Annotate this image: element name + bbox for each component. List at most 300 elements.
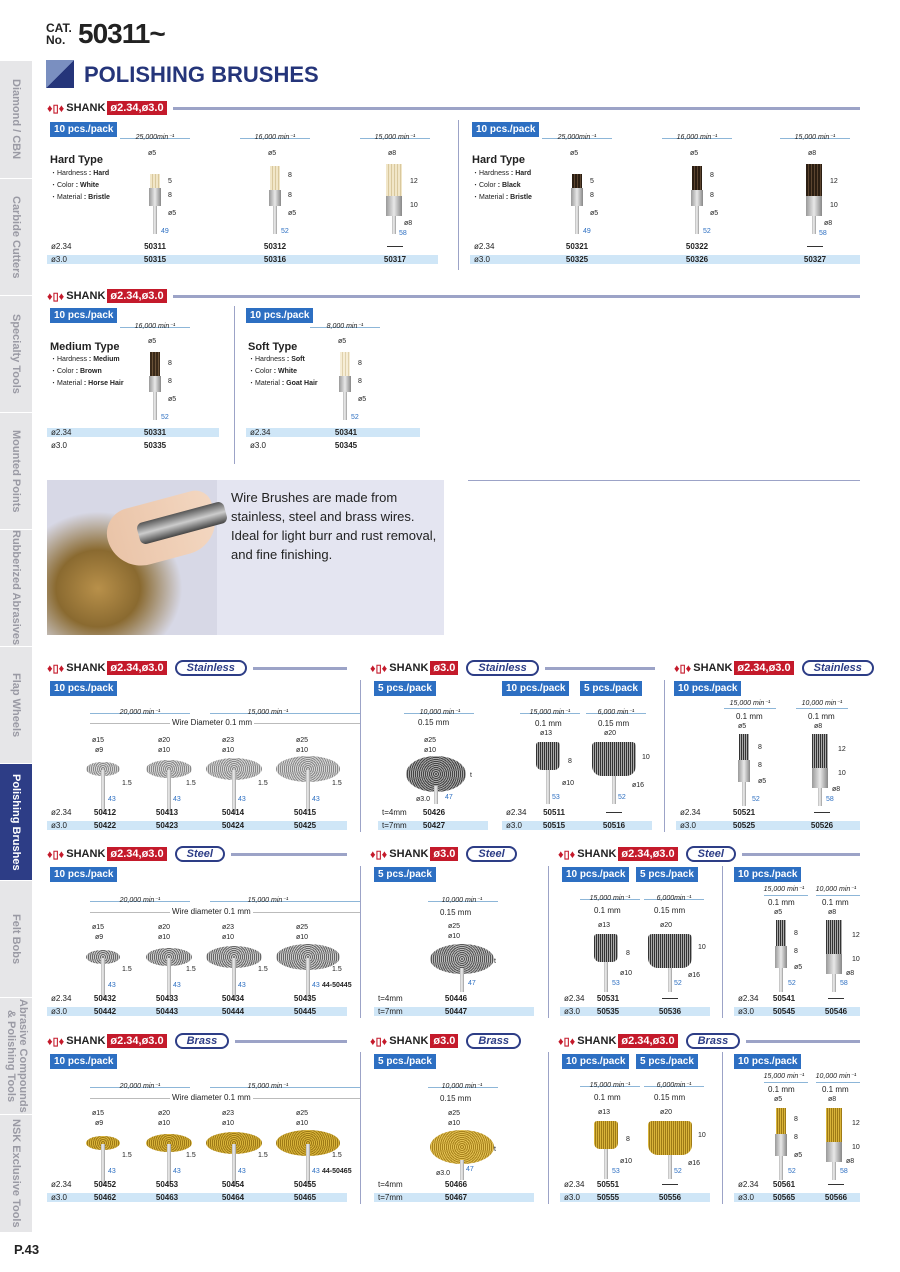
pack-badge: 5 pcs./pack [374,867,436,882]
len-label: 43 [108,1168,116,1175]
rpm-label: 8,000 min⁻¹ [326,323,364,330]
dim-label: ø20 [660,1109,673,1116]
dim-label: 12 [852,932,860,939]
table-row: t=4mm 50466 [378,1180,468,1189]
len-label: 43 [238,982,246,989]
len-label: 52 [161,414,169,421]
wire-diameter-label: 0.15 mm [654,906,686,915]
pack-badge: 10 pcs./pack [50,1054,117,1069]
dim-label: ø5 [774,909,783,916]
table-row: t=7mm 50427 [378,821,488,830]
dim-label: ø5 [168,210,177,217]
table-row: ø3.0 50462 50463 50464 50465 [47,1193,347,1202]
page-title: POLISHING BRUSHES [84,62,319,87]
dim-label: ø20 [158,924,171,931]
len-label: 52 [618,794,626,801]
dim-label: 5 [590,178,594,185]
pack-badge: 5 pcs./pack [374,1054,436,1069]
dim-label: 8 [168,192,172,199]
dim-label: t [494,958,496,965]
rpm-label: 15,000 min⁻¹ [589,1082,631,1089]
table-row: t=4mm 50446 [378,994,468,1003]
cat-no: 50311~ [78,18,165,49]
dim-label: ø5 [148,338,157,345]
dim-label: ø23 [222,737,235,744]
dim-label: 10 [698,944,706,951]
rpm-label: 10,000 min⁻¹ [815,1073,857,1080]
material-badge: Stainless [802,660,874,676]
table-row: ø2.34 50561 [734,1180,860,1189]
dim-label: ø15 [92,1110,105,1117]
table-row: t=7mm 50447 [374,1007,534,1016]
spec-block: ・Hardness : Medium ・Color : Brown ・Material : Horse Hair [50,356,124,387]
section-header-stainless-end: ♦▯♦ SHANK ø2.34,ø3.0 Stainless [674,660,860,676]
pack-badge: 10 pcs./pack [562,1054,629,1069]
pack-badge: 10 pcs./pack [562,867,629,882]
rpm-label: 10,000 min⁻¹ [815,886,857,893]
len-label: 43 [238,1168,246,1175]
dim-label: ø10 [562,780,575,787]
dim-label: 1.5 [258,780,268,787]
dim-label: 12 [830,178,838,185]
dim-label: ø25 [424,737,437,744]
pack-badge: 10 pcs./pack [50,867,117,882]
pack-badge: 10 pcs./pack [50,681,117,696]
len-label: 52 [788,1168,796,1175]
len-label: 44-50465 [322,1168,352,1175]
rpm-label: 15,000 min⁻¹ [794,134,836,141]
rpm-label: 15,000 min⁻¹ [247,1083,289,1090]
wire-diameter-label: 0.1 mm [808,712,835,721]
dim-label: ø10 [222,934,235,941]
cup-brush [592,742,636,776]
wire-diameter-label: 0.15 mm [654,1093,686,1102]
product-photo [47,480,217,635]
dim-label: ø10 [158,1120,171,1127]
table-row: ø2.34 50321 50322 [470,242,860,251]
dim-label: 8 [288,192,292,199]
section-header-brass-cups: ♦▯♦ SHANK ø2.34,ø3.0 Brass [558,1033,860,1049]
dim-label: 10 [698,1132,706,1139]
dim-label: ø10 [448,1120,461,1127]
dim-label: ø3.0 [416,796,431,803]
dim-label: ø10 [222,747,235,754]
dim-label: ø5 [288,210,297,217]
dim-label: ø8 [846,1158,855,1165]
section-header-stainless-3: ♦▯♦ SHANK ø3.0 Stainless [370,660,655,676]
dim-label: ø5 [710,210,719,217]
len-label: 43 [173,796,181,803]
dim-label: 8 [794,930,798,937]
info-panel [47,480,444,635]
pack-badge: 5 pcs./pack [636,1054,698,1069]
shank-icon: ♦▯♦ [47,290,65,303]
info-text: Wire Brushes are made from stainless, steel and brass wires. Ideal for light burr and rust removal, and fine finishing. [231,490,437,562]
dim-label: ø8 [388,150,397,157]
len-label: 43 [108,982,116,989]
type-title: Hard Type [50,154,103,166]
dim-label: ø3.0 [436,1170,451,1177]
len-label: 58 [826,796,834,803]
dim-label: ø5 [148,150,157,157]
sidebar [0,60,32,1232]
pack-badge: 10 pcs./pack [246,308,313,323]
len-label: 43 [173,982,181,989]
len-label: 53 [612,1168,620,1175]
material-badge: Brass [175,1033,230,1049]
dim-label: 8 [758,762,762,769]
len-label: 43 [173,1168,181,1175]
rpm-label: 20,000 min⁻¹ [119,709,161,716]
cup-brush [594,934,618,962]
table-row: ø2.34 50541 [734,994,860,1003]
table-row: ø3.0 50555 50556 [560,1193,710,1202]
dim-label: 1.5 [122,966,132,973]
dim-label: 8 [710,172,714,179]
section-header-steel: ♦▯♦ SHANK ø2.34,ø3.0 Steel [47,846,347,862]
shank-icon: ♦▯♦ [558,1035,576,1048]
rpm-label: 15,000 min⁻¹ [763,1073,805,1080]
rpm-label: 16,000 min⁻¹ [254,134,296,141]
dim-label: ø10 [158,934,171,941]
len-label: 49 [161,228,169,235]
cup-brush [536,742,560,770]
dim-label: ø8 [814,723,823,730]
pack-badge: 10 pcs./pack [734,1054,801,1069]
pack-badge: 10 pcs./pack [734,867,801,882]
rpm-label: 15,000 min⁻¹ [529,709,571,716]
shank-icon: ♦▯♦ [47,102,65,115]
len-label: 47 [445,794,453,801]
section-header-hard: ♦▯♦ SHANK ø2.34,ø3.0 [47,100,860,116]
wire-diameter-label: 0.1 mm [736,712,763,721]
table-row: ø2.34 50511 [502,808,652,817]
end-brush [812,734,828,768]
rpm-label: 6,000min⁻¹ [656,895,692,902]
table-row: ø2.34 50341 [246,428,420,437]
dim-label: ø9 [95,1120,104,1127]
dim-label: ø5 [590,210,599,217]
rpm-label: 25,000min⁻¹ [135,134,175,141]
sidebar-item-mounted[interactable]: Mounted Points [0,412,32,529]
dim-label: ø8 [404,220,413,227]
dim-label: ø5 [570,150,579,157]
pack-badge: 10 pcs./pack [674,681,741,696]
sidebar-item-flap[interactable]: Flap Wheels [0,646,32,763]
len-label: 44-50445 [322,982,352,989]
dim-label: 1.5 [332,1152,342,1159]
dim-label: ø13 [598,922,611,929]
dim-label: ø5 [794,1152,803,1159]
wire-diameter-label: 0.1 mm [535,719,562,728]
dim-label: 8 [794,1116,798,1123]
rpm-label: 10,000 min⁻¹ [441,1083,483,1090]
shank-icon: ♦▯♦ [370,662,388,675]
type-title: Medium Type [50,341,120,353]
wire-diameter-label: 0.1 mm [594,1093,621,1102]
end-brush [739,734,749,760]
dim-label: 10 [852,956,860,963]
table-row: t=7mm 50467 [374,1193,534,1202]
spec-block: ・Hardness : Hard ・Color : White ・Material : Bristle [50,170,110,201]
brush-head [340,352,350,376]
page-number: P.43 [14,1242,40,1257]
pack-badge: 5 pcs./pack [374,681,436,696]
len-label: 49 [583,228,591,235]
dim-label: ø25 [448,923,461,930]
wire-diameter-label: 0.1 mm [822,1085,849,1094]
table-row: ø3.0 50345 [250,441,358,450]
wire-diameter-label: Wire diameter 0.1 mm [172,907,251,916]
table-row: ø3.0 50565 50566 [734,1193,860,1202]
dim-label: 8 [710,192,714,199]
dim-label: 5 [168,178,172,185]
title-icon [46,60,74,88]
rpm-label: 16,000 min⁻¹ [676,134,718,141]
material-badge: Stainless [175,660,247,676]
dim-label: 1.5 [332,780,342,787]
wire-diameter-label: 0.1 mm [768,898,795,907]
len-label: 58 [819,230,827,237]
len-label: 43 [312,1168,320,1175]
len-label: 52 [674,980,682,987]
material-badge: Steel [175,846,225,862]
cup-brush [648,934,692,968]
rpm-label: 20,000 min⁻¹ [119,897,161,904]
rpm-label: 15,000 min⁻¹ [589,895,631,902]
table-row: ø2.34 50311 50312 [47,242,438,251]
dim-label: ø9 [95,934,104,941]
dim-label: ø10 [296,1120,309,1127]
brush-head [386,164,402,196]
dim-label: ø16 [688,972,701,979]
dim-label: ø9 [95,747,104,754]
dim-label: 8 [358,360,362,367]
dim-label: ø10 [296,747,309,754]
rpm-label: 20,000 min⁻¹ [119,1083,161,1090]
pack-badge: 10 pcs./pack [502,681,569,696]
dim-label: ø16 [632,782,645,789]
dim-label: ø10 [222,1120,235,1127]
wire-diameter-label: Wire Diameter 0.1 mm [172,718,253,727]
brush-head [806,164,822,196]
dim-label: ø20 [158,737,171,744]
shank-icon: ♦▯♦ [47,848,65,861]
dim-label: ø10 [296,934,309,941]
len-label: 58 [840,980,848,987]
table-row: ø3.0 50442 50443 50444 50445 [47,1007,347,1016]
spec-block: ・Hardness : Hard ・Color : Black ・Material : Bristle [472,170,532,201]
dim-label: ø20 [158,1110,171,1117]
dim-label: 1.5 [122,780,132,787]
len-label: 58 [840,1168,848,1175]
end-brush [776,1108,786,1134]
len-label: 52 [703,228,711,235]
table-row: ø2.34 50551 [560,1180,710,1189]
dim-label: ø8 [808,150,817,157]
rpm-label: 10,000 min⁻¹ [801,700,843,707]
table-row: ø3.0 50535 50536 [560,1007,710,1016]
dim-label: 10 [410,202,418,209]
dim-label: 8 [794,1134,798,1141]
cat-label: CAT. No. [46,21,72,47]
table-row: ø3.0 50315 50316 50317 [47,255,438,264]
sidebar-item-polishing[interactable]: Polishing Brushes [0,763,32,880]
sidebar-item-felt[interactable]: Felt Bobs [0,880,32,997]
shank-icon: ♦▯♦ [370,1035,388,1048]
dim-label: ø5 [168,396,177,403]
dim-label: 8 [358,378,362,385]
material-badge: Brass [466,1033,521,1049]
dim-label: ø10 [620,970,633,977]
dim-label: ø23 [222,1110,235,1117]
section-header-brass-3: ♦▯♦ SHANK ø3.0 Brass [370,1033,540,1049]
dim-label: 8 [794,948,798,955]
dim-label: ø8 [846,970,855,977]
table-row: ø3.0 50545 50546 [734,1007,860,1016]
sidebar-item-specialty[interactable]: Specialty Tools [0,295,32,412]
dim-label: ø15 [92,924,105,931]
sidebar-item-rubberized[interactable]: Rubberized Abrasives [0,529,32,646]
dim-label: ø23 [222,924,235,931]
pack-badge: 10 pcs./pack [472,122,539,137]
dim-label: ø8 [828,909,837,916]
table-row: ø3.0 50525 50526 [676,821,860,830]
sidebar-item-abrasive[interactable]: Abrasive Compounds & Polishing Tools [0,997,32,1114]
rpm-label: 10,000 min⁻¹ [441,897,483,904]
dim-label: ø5 [358,396,367,403]
cup-brush [594,1121,618,1149]
rpm-label: 16,000 min⁻¹ [134,323,176,330]
spec-block: ・Hardness : Soft ・Color : White ・Material : Goat Hair [248,356,318,387]
wheel-brush [430,1130,494,1164]
shank-icon: ♦▯♦ [47,662,65,675]
brush-head [572,174,582,188]
len-label: 52 [674,1168,682,1175]
table-row: ø2.34 50521 [676,808,860,817]
rpm-label: 10,000 min⁻¹ [419,709,461,716]
material-badge: Steel [686,846,736,862]
dim-label: ø25 [296,924,309,931]
len-label: 43 [312,982,320,989]
rpm-label: 6,000 min⁻¹ [597,709,635,716]
pack-badge: 10 pcs./pack [50,122,117,137]
shank-icon: ♦▯♦ [674,662,692,675]
dim-label: ø5 [758,778,767,785]
wire-diameter-label: 0.15 mm [440,908,472,917]
rpm-label: 15,000 min⁻¹ [247,709,289,716]
pack-badge: 5 pcs./pack [636,867,698,882]
shank-icon: ♦▯♦ [370,848,388,861]
dim-label: 12 [410,178,418,185]
sidebar-item-nsk[interactable]: NSK Exclusive Tools [0,1114,32,1232]
table-row: ø3.0 50422 50423 50424 50425 [47,821,347,830]
dim-label: 8 [168,378,172,385]
dim-label: ø5 [690,150,699,157]
brush-head [150,174,160,188]
dim-label: ø25 [448,1110,461,1117]
dim-label: 1.5 [186,1152,196,1159]
len-label: 43 [108,796,116,803]
brush-head [692,166,702,190]
dim-label: ø16 [688,1160,701,1167]
brush-head [270,166,280,190]
pack-badge: 5 pcs./pack [580,681,642,696]
len-label: 58 [399,230,407,237]
brush-head [150,352,160,376]
len-label: 53 [612,980,620,987]
wire-diameter-label: 0.1 mm [768,1085,795,1094]
sidebar-item-carbide[interactable]: Carbide Cutters [0,178,32,295]
dim-label: 12 [852,1120,860,1127]
dim-label: ø13 [540,730,553,737]
dim-label: 8 [288,172,292,179]
cup-brush [648,1121,692,1155]
dim-label: 1.5 [186,966,196,973]
len-label: 52 [351,414,359,421]
len-label: 43 [312,796,320,803]
dim-label: 8 [168,360,172,367]
rpm-label: 15,000 min⁻¹ [247,897,289,904]
table-row: ø2.34 50331 [47,428,219,437]
table-row: ø3.0 50515 50516 [502,821,652,830]
wire-diameter-label: Wire diameter 0.1 mm [172,1093,251,1102]
type-title: Soft Type [248,341,298,353]
dim-label: 8 [626,950,630,957]
dim-label: ø8 [832,786,841,793]
dim-label: 8 [626,1136,630,1143]
section-header-steel-3: ♦▯♦ SHANK ø3.0 Steel [370,846,540,862]
table-row: t=4mm 50426 [382,808,446,817]
dim-label: ø10 [620,1158,633,1165]
section-header-brass: ♦▯♦ SHANK ø2.34,ø3.0 Brass [47,1033,347,1049]
len-label: 43 [238,796,246,803]
dim-label: 12 [838,746,846,753]
dim-label: ø5 [738,723,747,730]
shank-icon: ♦▯♦ [47,1035,65,1048]
rpm-label: 25,000min⁻¹ [557,134,597,141]
shank-icon: ♦▯♦ [558,848,576,861]
dim-label: 10 [852,1144,860,1151]
rpm-label: 15,000 min⁻¹ [763,886,805,893]
dim-label: ø20 [604,730,617,737]
dim-label: ø25 [296,1110,309,1117]
dim-label: t [494,1146,496,1153]
dim-label: 8 [568,758,572,765]
table-row: ø2.34 50432 50433 50434 50435 [51,994,317,1003]
section-header-stainless: ♦▯♦ SHANK ø2.34,ø3.0 Stainless [47,660,347,676]
dim-label: 1.5 [258,1152,268,1159]
dim-label: 1.5 [122,1152,132,1159]
end-brush [826,1108,842,1142]
wire-diameter-label: 0.15 mm [598,719,630,728]
dim-label: ø10 [424,747,437,754]
dim-label: 10 [838,770,846,777]
end-brush [776,920,786,946]
dim-label: 1.5 [186,780,196,787]
pack-badge: 10 pcs./pack [50,308,117,323]
dim-label: ø5 [268,150,277,157]
type-title: Hard Type [472,154,525,166]
sidebar-item-diamond[interactable]: Diamond / CBN [0,60,32,178]
material-badge: Brass [686,1033,741,1049]
table-row: ø2.34 50452 50453 50454 50455 [51,1180,317,1189]
dim-label: ø25 [296,737,309,744]
len-label: 52 [281,228,289,235]
section-header-steel-cups: ♦▯♦ SHANK ø2.34,ø3.0 Steel [558,846,860,862]
dim-label: ø10 [448,933,461,940]
dim-label: ø10 [158,747,171,754]
